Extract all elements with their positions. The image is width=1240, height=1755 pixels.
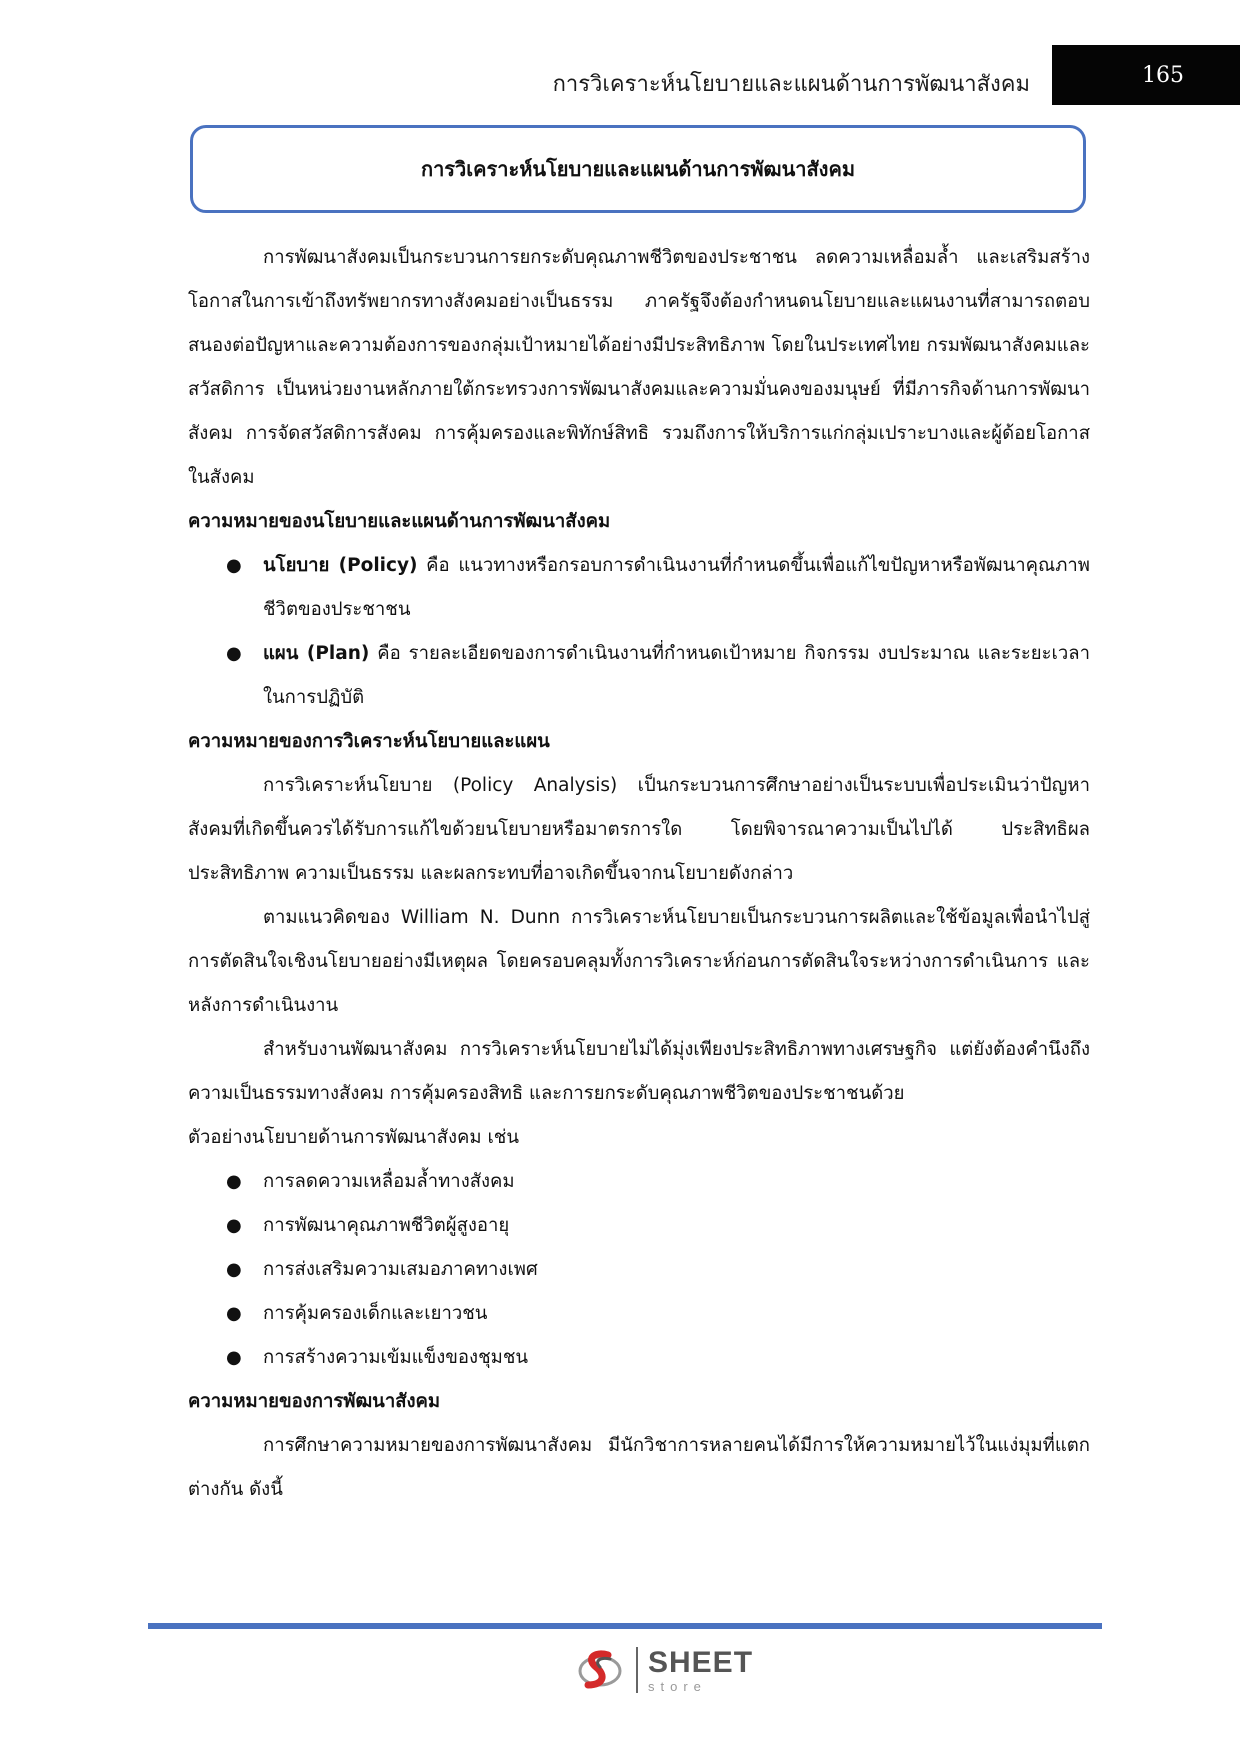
- definition-text: คือ รายละเอียดของการดำเนินงานที่กำหนดเป้าหมาย กิจกรรม งบประมาณ และระยะเวลาในการปฏิบัติ: [263, 643, 1090, 708]
- list-item: [188, 1160, 1090, 1204]
- analysis-paragraph: การวิเคราะห์นโยบาย (Policy Analysis) เป็นกระบวนการศึกษาอย่างเป็นระบบเพื่อประเมินว่าปัญหาสังคมที่เกิดขึ้นควรได้รับการแก้ไขด้วยนโยบายหรือมาตรการใด โดยพิจารณาความเป็นไปได้ ประสิทธิผล ประสิทธิภาพ ความเป็นธรรม และผลกระทบที่อาจเกิดขึ้นจากนโยบายดังกล่าว: [188, 775, 1090, 884]
- bullet-icon: ●: [226, 1259, 242, 1280]
- list-item: [188, 632, 1090, 720]
- footer-rule: [148, 1623, 1102, 1629]
- bullet-icon: ●: [226, 1347, 242, 1368]
- body-content: [188, 236, 1090, 1512]
- analysis-paragraph: สำหรับงานพัฒนาสังคม การวิเคราะห์นโยบายไม่ได้มุ่งเพียงประสิทธิภาพทางเศรษฐกิจ แต่ยังต้องคำนึงถึงความเป็นธรรมทางสังคม การคุ้มครองสิทธิ และการยกระดับคุณภาพชีวิตของประชาชนด้วย: [188, 1039, 1090, 1104]
- page-number: 165: [1142, 62, 1184, 88]
- definition-term: แผน (Plan): [263, 643, 370, 664]
- example-text: การส่งเสริมความเสมอภาคทางเพศ: [263, 1259, 538, 1280]
- logo-separator: [636, 1647, 638, 1693]
- example-text: การสร้างความเข้มแข็งของชุมชน: [263, 1347, 529, 1368]
- list-item: [188, 544, 1090, 632]
- bullet-icon: ●: [226, 1303, 242, 1324]
- bullet-icon: ●: [226, 1171, 242, 1192]
- intro-paragraph: การพัฒนาสังคมเป็นกระบวนการยกระดับคุณภาพชีวิตของประชาชน ลดความเหลื่อมล้ำ และเสริมสร้างโอกาสในการเข้าถึงทรัพยากรทางสังคมอย่างเป็นธรรม ภาครัฐจึงต้องกำหนดนโยบายและแผนงานที่สามารถตอบสนองต่อปัญหาและความต้องการของกลุ่มเป้าหมายได้อย่างมีประสิทธิภาพ โดยในประเทศไทย กรมพัฒนาสังคมและสวัสดิการ เป็นหน่วยงานหลักภายใต้กระทรวงการพัฒนาสังคมและความมั่นคงของมนุษย์ ที่มีภารกิจด้านการพัฒนาสังคม การจัดสวัสดิการสังคม การคุ้มครองและพิทักษ์สิทธิ รวมถึงการให้บริการแก่กลุ่มเปราะบางและผู้ด้อยโอกาสในสังคม: [188, 247, 1090, 488]
- logo-text: [648, 1645, 754, 1694]
- example-text: การพัฒนาคุณภาพชีวิตผู้สูงอายุ: [263, 1215, 510, 1236]
- bullet-icon: ●: [226, 555, 242, 576]
- running-header-title: การวิเคราะห์นโยบายและแผนด้านการพัฒนาสังคม: [552, 72, 1030, 97]
- list-item: [188, 1292, 1090, 1336]
- heading-analysis-meaning: ความหมายของการวิเคราะห์นโยบายและแผน: [188, 731, 550, 752]
- example-text: การคุ้มครองเด็กและเยาวชน: [263, 1303, 488, 1324]
- bullet-icon: ●: [226, 1215, 242, 1236]
- sheet-logo-icon: [576, 1645, 626, 1695]
- heading-social-development-meaning: ความหมายของการพัฒนาสังคม: [188, 1391, 441, 1412]
- heading-policy-plan-meaning: ความหมายของนโยบายและแผนด้านการพัฒนาสังคม: [188, 511, 611, 532]
- section-title: การวิเคราะห์นโยบายและแผนด้านการพัฒนาสังคม: [420, 157, 856, 181]
- analysis-paragraph: ตามแนวคิดของ William N. Dunn การวิเคราะห์นโยบายเป็นกระบวนการผลิตและใช้ข้อมูลเพื่อนำไปสู่การตัดสินใจเชิงนโยบายอย่างมีเหตุผล โดยครอบคลุมทั้งการวิเคราะห์ก่อนการตัดสินใจระหว่างการดำเนินการ และหลังการดำเนินงาน: [188, 907, 1090, 1016]
- definition-term: นโยบาย (Policy): [263, 555, 418, 576]
- logo-subword: store: [648, 1678, 707, 1694]
- definitions-list: [188, 544, 1090, 720]
- bullet-icon: ●: [226, 643, 242, 664]
- page-number-box: [1052, 45, 1240, 105]
- sheet-store-logo: [576, 1645, 753, 1695]
- examples-list: [188, 1160, 1090, 1380]
- example-text: การลดความเหลื่อมล้ำทางสังคม: [263, 1171, 515, 1192]
- section-title-box: [190, 125, 1086, 213]
- logo-word: SHEET: [648, 1645, 754, 1679]
- definition-text: คือ แนวทางหรือกรอบการดำเนินงานที่กำหนดขึ้นเพื่อแก้ไขปัญหาหรือพัฒนาคุณภาพชีวิตของประชาชน: [263, 555, 1090, 620]
- closing-paragraph: การศึกษาความหมายของการพัฒนาสังคม มีนักวิชาการหลายคนได้มีการให้ความหมายไว้ในแง่มุมที่แตกต่างกัน ดังนี้: [188, 1435, 1090, 1500]
- examples-intro: ตัวอย่างนโยบายด้านการพัฒนาสังคม เช่น: [188, 1127, 519, 1148]
- list-item: [188, 1248, 1090, 1292]
- list-item: [188, 1336, 1090, 1380]
- list-item: [188, 1204, 1090, 1248]
